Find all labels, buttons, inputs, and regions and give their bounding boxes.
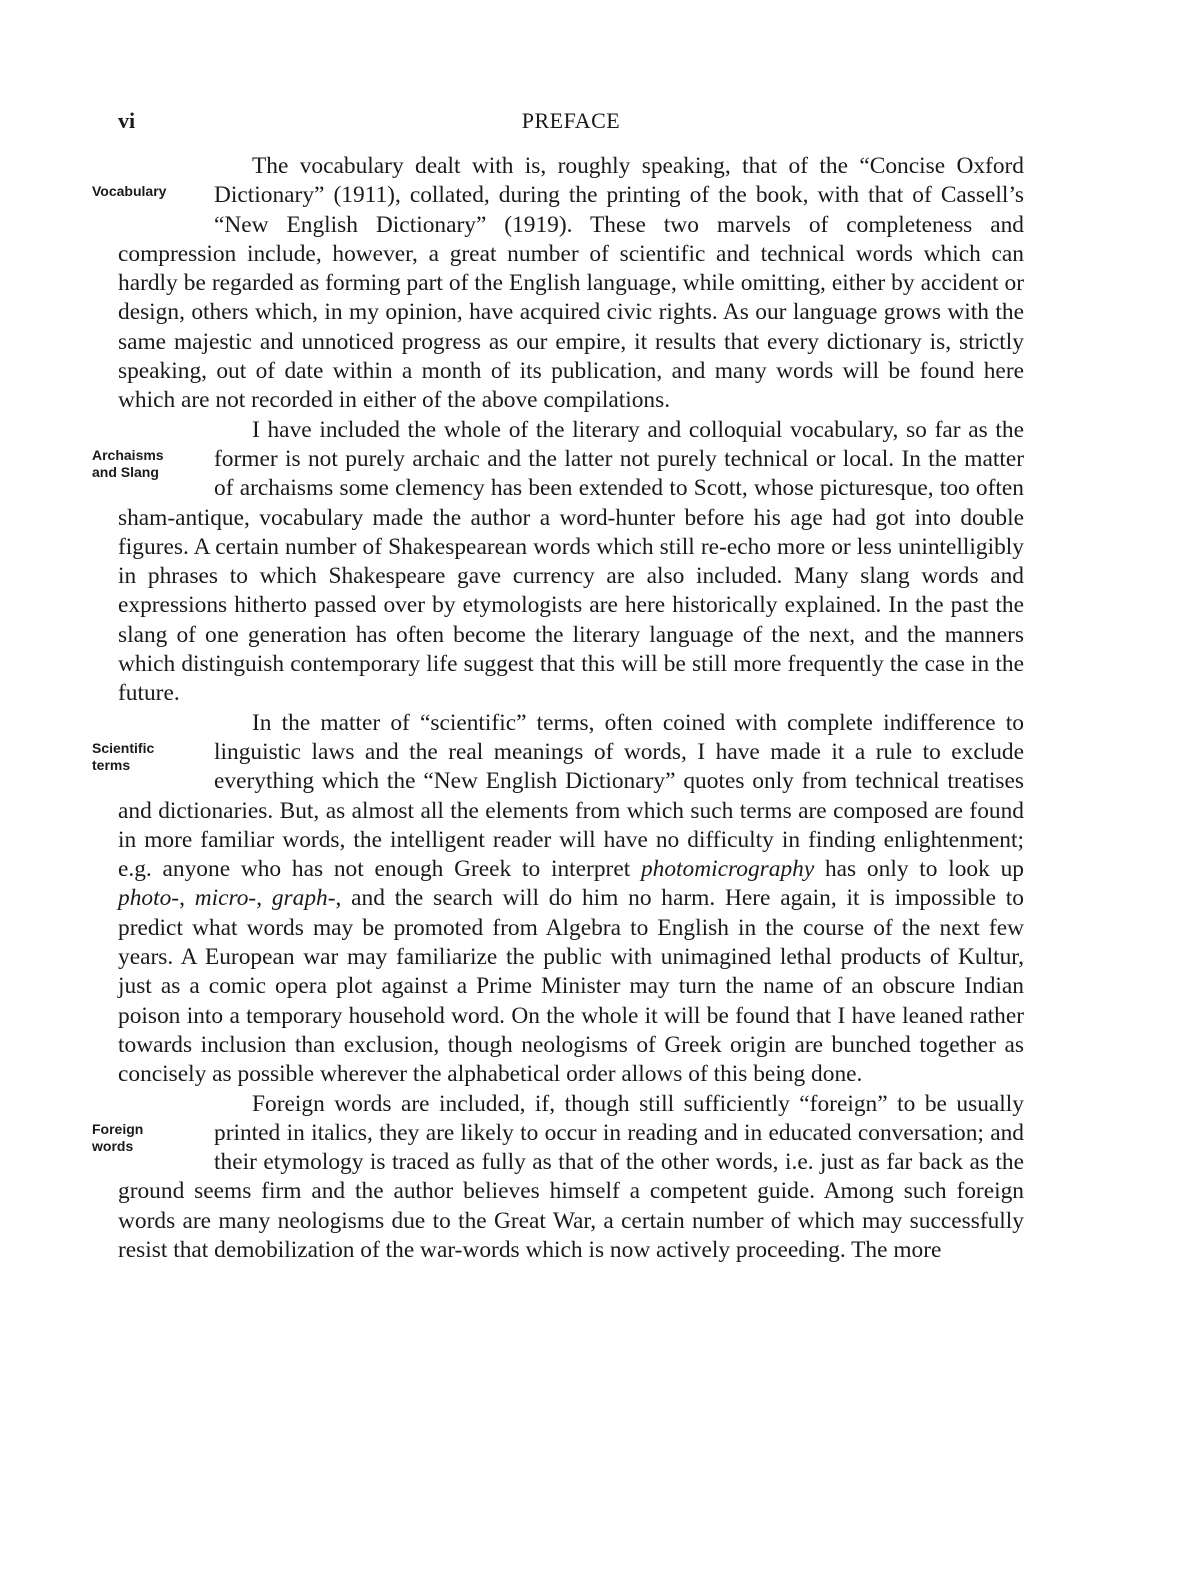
page-number: vi <box>118 108 136 133</box>
sidenote-line: Vocabulary <box>92 183 167 199</box>
sidenote-foreign <box>80 1121 206 1155</box>
paragraph-vocabulary <box>92 152 1024 416</box>
paragraph-scientific <box>92 709 1024 1090</box>
sidenote-line: Foreign <box>92 1120 144 1137</box>
sidenote-archaisms <box>80 447 206 481</box>
sidenote-line: Archaisms <box>92 446 164 463</box>
sidenote-scientific <box>80 740 206 774</box>
italic-word: photomicrography <box>640 856 815 883</box>
italic-word: graph- <box>271 885 336 912</box>
separator: , <box>179 885 195 912</box>
paragraph-text: has only to look up <box>814 856 1024 883</box>
italic-word: photo- <box>118 885 180 912</box>
paragraph-archaisms <box>92 416 1024 709</box>
paragraph-text: , and the search will do him no harm. Here again, it is impossible to predict what words may be promoted from Algebra to English in the course of the next few years. A European war may familiarize the public with unimagined lethal products of Kultur, just as a comic opera plot against a Prime Minister may turn the name of an obscure Indian poison into a temporary household word. On the whole it will be found that I have leaned rather towards inclusion than exclusion, though neologisms of Greek origin are bunched together as concisely as possible wherever the alphabetical order allows of this being done. <box>118 885 1024 1088</box>
sidenote-vocabulary <box>80 183 206 200</box>
page-header <box>118 108 1024 140</box>
sidenote-line: words <box>92 1137 134 1154</box>
sidenote-line: and Slang <box>92 463 159 480</box>
paragraph-text: I have included the whole of the literary and colloquial vocabulary, so far as the former is not purely archaic and the latter not purely technical or local. In the matter of archaisms some clemency has been extended to Scott, whose picturesque, too often sham-antique, vocabulary made the author a word-hunter before his age had got into double figures. A certain number of Shakespearean words which still re-echo more or less unintelligibly in phrases to which Shakespeare gave currency are also included. Many slang words and expressions hitherto passed over by etymologists are here historically explained. In the past the slang of one generation has often become the literary language of the next, and the manners which distinguish contemporary life suggest that this will be still more frequently the case in the future. <box>118 416 1024 707</box>
paragraph-text: Foreign words are included, if, though still sufficiently “foreign” to be usually printed in italics, they are likely to occur in reading and in educated conversation; and their etymology is traced as fully as that of the other words, i.e. just as far back as the ground seems firm and the author believes himself a competent guide. Among such foreign words are many neologisms due to the Great War, a certain number of which may successfully resist that demobilization of the war-words which is now actively proceeding. The more <box>118 1090 1024 1263</box>
paragraph-text: In the matter of “scientific” terms, often coined with complete indifference to linguistic laws and the real meanings of words, I have made it a rule to exclude everything which the “New English Dictionary” quotes only from technical treatises and dictionaries. But, as almost all the elements from which such terms are composed are found in more familiar words, the intelligent reader will have no difficulty in finding enlightenment; e.g. anyone who has not enough Greek to interpret <box>118 709 1024 883</box>
body-text <box>92 152 1024 1265</box>
paragraph-text: The vocabulary dealt with is, roughly speaking, that of the “Concise Oxford Dictionary” (1911), collated, during the printing of the book, with that of Cassell’s “New English Dictionary” (1919). These two marvels of completeness and compression include, however, a great number of scientific and technical words which can hardly be regarded as forming part of the English language, while omitting, either by accident or design, others which, in my opinion, have acquired civic rights. As our language grows with the same majestic and unnoticed progress as our empire, it results that every dictionary is, strictly speaking, out of date within a month of its publication, and many words will be found here which are not recorded in either of the above compilations. <box>118 153 1024 414</box>
running-title: PREFACE <box>521 108 621 133</box>
italic-word: micro- <box>194 885 257 912</box>
sidenote-line: Scientific <box>92 739 155 756</box>
separator: , <box>256 885 272 912</box>
sidenote-line: terms <box>92 756 131 773</box>
paragraph-foreign <box>92 1090 1024 1266</box>
